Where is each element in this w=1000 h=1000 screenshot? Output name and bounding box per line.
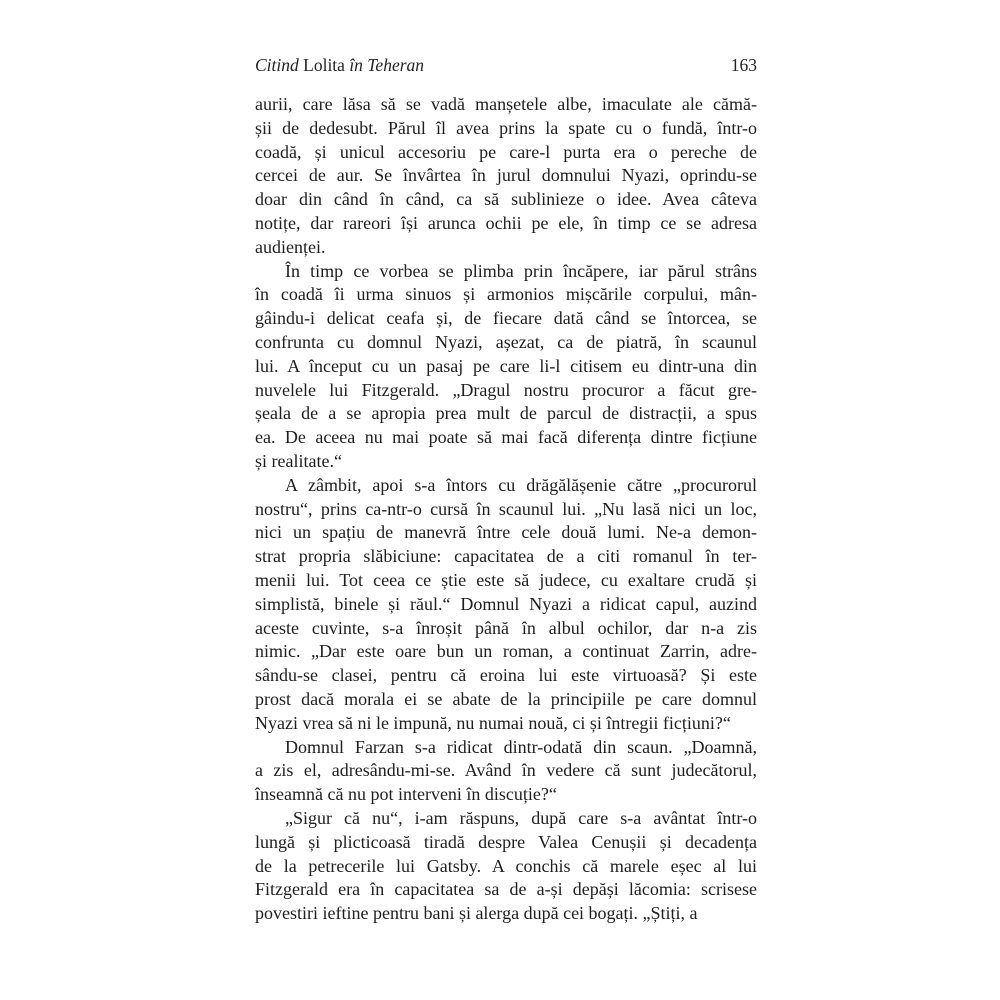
text-line: lui. A început cu un pasaj pe care li-l citisem eu dintr-una din — [255, 355, 757, 376]
running-title-italic-part: Citind — [255, 55, 299, 75]
text-line: menii lui. Tot ceea ce știe este să judece, cu exaltare crudă și — [255, 569, 757, 590]
text-line: a zis el, adresându-mi-se. Având în vedere că sunt judecătorul, — [255, 760, 757, 781]
text-line: nimic. „Dar este oare bun un roman, a continuat Zarrin, adre- — [255, 641, 757, 662]
text-line: strat propria slăbiciune: capacitatea de a citi romanul în ter- — [255, 546, 757, 567]
text-line: A zâmbit, apoi s-a întors cu drăgălășenie către „procurorul — [285, 474, 757, 495]
text-line: audienței. — [255, 236, 326, 257]
text-line: șii de dedesubt. Părul îl avea prins la spate cu o fundă, într-o — [255, 117, 757, 138]
text-line: coadă, și unicul accesoriu pe care-l purta era o pereche de — [255, 141, 757, 162]
text-line: nici un spațiu de manevră între cele două lumi. Ne-a demon- — [255, 522, 757, 543]
text-line: aceste cuvinte, s-a înroșit până în albul ochilor, dar n-a zis — [255, 617, 757, 638]
paragraph — [255, 474, 757, 736]
text-line: Fitzgerald era în capacitatea sa de a-și depăși lăcomia: scrisese — [255, 879, 757, 900]
text-line: de la petrecerile lui Gatsby. A conchis că marele eșec al lui — [255, 855, 757, 876]
running-header — [255, 55, 757, 76]
text-line: În timp ce vorbea se plimba prin încăpere, iar părul strâns — [285, 260, 757, 281]
text-line: notițe, dar rareori își arunca ochii pe ele, în timp ce se adresa — [255, 212, 757, 233]
paragraph — [255, 807, 757, 926]
paragraph — [255, 260, 757, 474]
text-line: înseamnă că nu pot interveni în discuție?“ — [255, 784, 557, 805]
running-title-italic-part: în Teheran — [349, 55, 425, 75]
page-number: 163 — [730, 55, 757, 75]
text-line: simplistă, binele și răul.“ Domnul Nyazi a ridicat capul, auzind — [255, 593, 757, 614]
paragraph — [255, 736, 757, 807]
text-line: cercei de aur. Se învârtea în jurul domnului Nyazi, oprindu-se — [255, 165, 757, 186]
text-line: prost dacă morala ei se abate de la principiile pe care domnul — [255, 688, 757, 709]
text-line: în coadă îi urma sinuos și armonios mișcările corpului, mân- — [255, 284, 757, 305]
paragraph — [255, 93, 757, 260]
text-line: gâindu-i delicat ceafa și, de fiecare dată când se întorcea, se — [255, 308, 757, 329]
running-title-roman-part: Lolita — [303, 55, 345, 75]
text-line: confrunta cu domnul Nyazi, așezat, ca de piatră, în scaunul — [255, 331, 757, 352]
text-line: Domnul Farzan s-a ridicat dintr-odată din scaun. „Doamnă, — [285, 736, 757, 757]
text-line: lungă și plicticoasă tiradă despre Valea Cenușii și decadența — [255, 831, 757, 852]
text-line: doar din când în când, ca să sublinieze o idee. Avea câteva — [255, 189, 757, 210]
body-text — [255, 93, 757, 926]
text-line: Nyazi vrea să ni le impună, nu numai nouă, ci și întregii ficțiuni?“ — [255, 712, 731, 733]
text-line: nostru“, prins ca-ntr-o cursă în scaunul lui. „Nu lasă nici un loc, — [255, 498, 757, 519]
text-line: nuvelele lui Fitzgerald. „Dragul nostru procuror a făcut gre- — [255, 379, 757, 400]
text-line: șeala de a se apropia prea mult de parcul de distracții, a spus — [255, 403, 757, 424]
text-line: și realitate.“ — [255, 450, 342, 471]
text-line: aurii, care lăsa să se vadă manșetele albe, imaculate ale cămă- — [255, 94, 757, 114]
running-title — [255, 55, 424, 76]
text-line: sându-se clasei, pentru că eroina lui este virtuoasă? Și este — [255, 665, 757, 686]
text-line: ea. De aceea nu mai poate să mai facă diferența dintre ficțiune — [255, 427, 757, 448]
text-line: „Sigur că nu“, i-am răspuns, după care s-a avântat într-o — [285, 807, 757, 828]
text-line: povestiri ieftine pentru bani și alerga după cei bogați. „Știți, a — [255, 903, 698, 924]
